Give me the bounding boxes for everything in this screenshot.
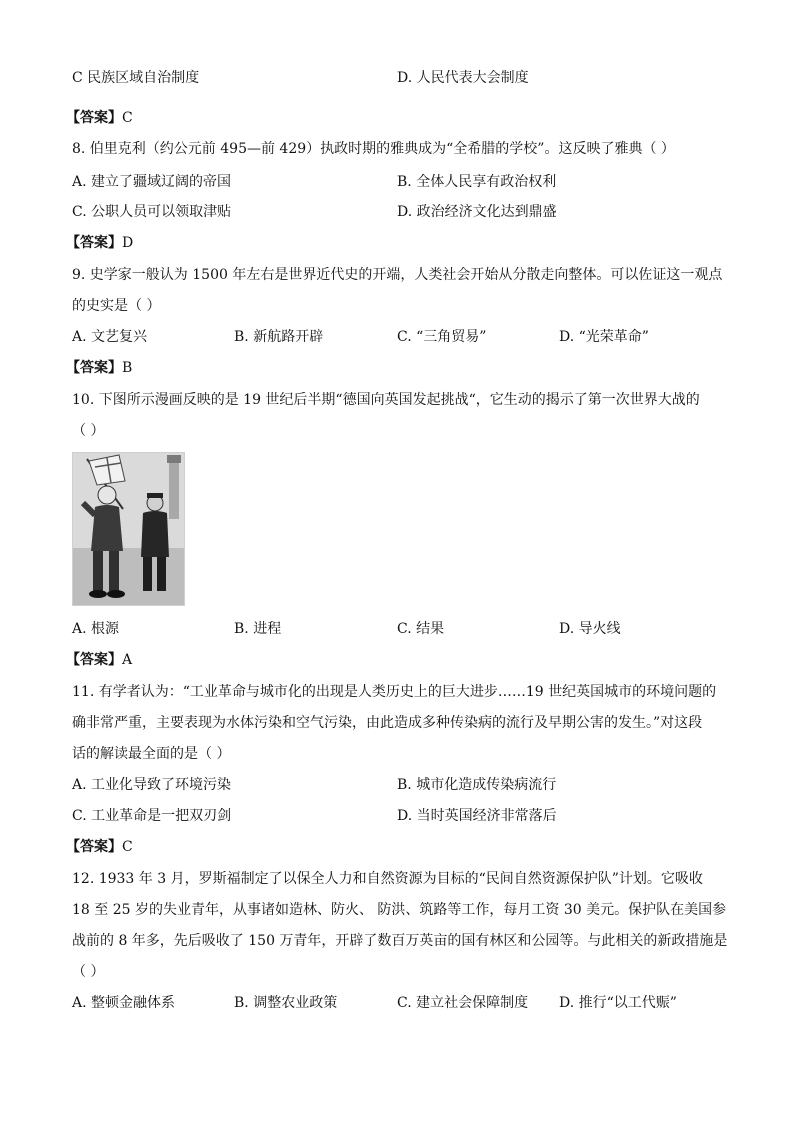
answer-value: A xyxy=(122,652,133,668)
q11-stem-line-1: 11. 有学者认为：“工业革命与城市化的出现是人类历史上的巨大进步……19 世纪英国城市的环境问题的 xyxy=(72,684,717,700)
q12-stem-line-3: 战前的 8 年多，先后吸收了 150 万青年，开辟了数百万英亩的国有林区和公园等。与此相关的新政措施是 xyxy=(72,933,728,949)
q11-stem-line-2: 确非常严重，主要表现为水体污染和空气污染，由此造成多种传染病的流行及早期公害的发生。”对这段 xyxy=(72,715,703,731)
q7-option-c: C 民族区域自治制度 xyxy=(72,70,200,86)
answer-label: 【答案】 xyxy=(66,235,122,251)
q8-option-d: D. 政治经济文化达到鼎盛 xyxy=(397,204,557,220)
q11-option-a: A. 工业化导致了环境污染 xyxy=(72,777,232,793)
answer-value: C xyxy=(122,839,133,855)
q8-stem: 8. 伯里克利（约公元前 495—前 429）执政时期的雅典成为“全希腊的学校”。这反映了雅典（ ） xyxy=(72,141,675,157)
q9-option-b: B. 新航路开辟 xyxy=(234,329,324,345)
q10-option-c: C. 结果 xyxy=(397,621,445,637)
q10-answer xyxy=(66,650,132,670)
q9-answer xyxy=(66,358,132,378)
q10-option-a: A. 根源 xyxy=(72,621,120,637)
answer-label: 【答案】 xyxy=(66,360,122,376)
q9-option-c: C. “三角贸易” xyxy=(397,329,487,345)
cartoon-illustration xyxy=(73,453,184,605)
q11-option-c: C. 工业革命是一把双刃剑 xyxy=(72,808,232,824)
q8-option-b: B. 全体人民享有政治权利 xyxy=(397,174,557,190)
q11-stem-line-3: 话的解读最全面的是（ ） xyxy=(72,746,231,762)
q9-option-a: A. 文艺复兴 xyxy=(72,329,148,345)
q12-option-c: C. 建立社会保障制度 xyxy=(397,995,529,1011)
q11-option-d: D. 当时英国经济非常落后 xyxy=(397,808,557,824)
q12-stem-line-4: （ ） xyxy=(72,964,105,980)
answer-label: 【答案】 xyxy=(66,652,122,668)
q10-stem-line-2: （ ） xyxy=(72,423,105,439)
q10-option-b: B. 进程 xyxy=(234,621,282,637)
answer-label: 【答案】 xyxy=(66,110,122,126)
q7-option-d: D. 人民代表大会制度 xyxy=(397,70,529,86)
q8-option-c: C. 公职人员可以领取津贴 xyxy=(72,204,232,220)
answer-value: D xyxy=(122,235,134,251)
cartoon-image xyxy=(72,452,185,606)
answer-label: 【答案】 xyxy=(66,839,122,855)
q10-option-d: D. 导火线 xyxy=(559,621,621,637)
q8-answer xyxy=(66,233,133,253)
q11-answer xyxy=(66,837,133,857)
q12-option-d: D. 推行“以工代赈” xyxy=(559,995,677,1011)
q9-option-d: D. “光荣革命” xyxy=(559,329,649,345)
answer-value: B xyxy=(122,360,133,376)
q12-stem-line-2: 18 至 25 岁的失业青年，从事诸如造林、防火、 防洪、筑路等工作，每月工资 30 美元。保护队在美国参 xyxy=(72,902,727,918)
q7-answer xyxy=(66,108,133,128)
q9-stem-line-2: 的史实是（ ） xyxy=(72,298,161,314)
q12-stem-line-1: 12. 1933 年 3 月，罗斯福制定了以保全人力和自然资源为目标的“民间自然资源保护队”计划。它吸收 xyxy=(72,871,703,887)
q10-stem-line-1: 10. 下图所示漫画反映的是 19 世纪后半期“德国向英国发起挑战“，它生动的揭示了第一次世界大战的 xyxy=(72,392,700,408)
q12-option-a: A. 整顿金融体系 xyxy=(72,995,176,1011)
q12-option-b: B. 调整农业政策 xyxy=(234,995,338,1011)
q9-stem-line-1: 9. 史学家一般认为 1500 年左右是世界近代史的开端，人类社会开始从分散走向整体。可以佐证这一观点 xyxy=(72,267,723,283)
answer-value: C xyxy=(122,110,133,126)
q11-option-b: B. 城市化造成传染病流行 xyxy=(397,777,557,793)
q8-option-a: A. 建立了疆域辽阔的帝国 xyxy=(72,174,232,190)
